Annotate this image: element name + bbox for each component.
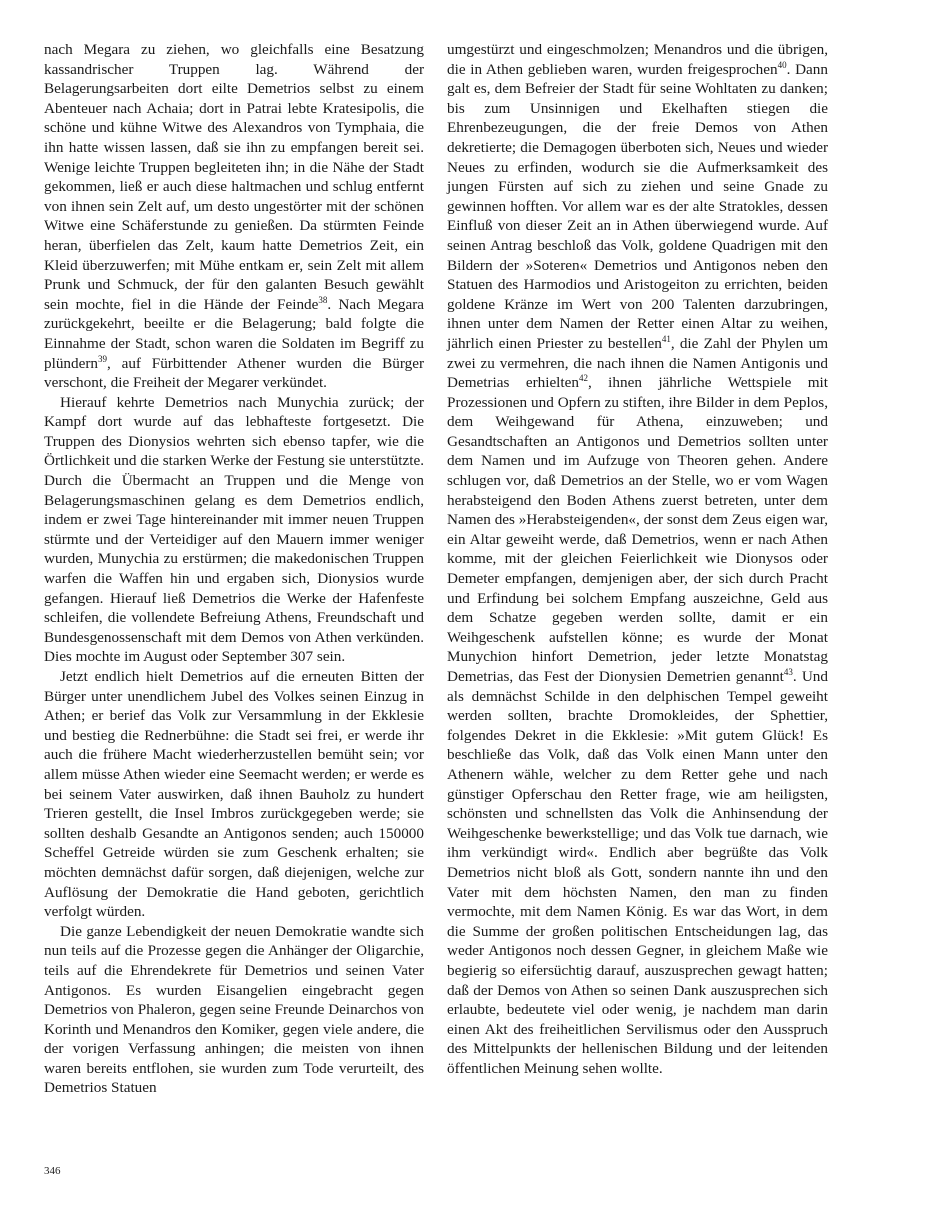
text-run: , die Zahl der Phylen um zwei zu vermehren, die nach ihnen die Namen Antigonis und Demetrias erhielten xyxy=(447,334,829,392)
right-paragraph-1 xyxy=(447,40,828,1078)
footnote-marker-39: 39 xyxy=(98,353,107,364)
left-paragraph-2: Hierauf kehrte Demetrios nach Munychia zurück; der Kampf dort wurde auf das lebhafteste fortgesetzt. Die Truppen des Dionysios wehrten sich ebenso tapfer, wie die Örtlichkeit und die starken Werke der Festung sie unterstützte. Durch die Übermacht an Truppen und die Menge von Belagerungsmaschinen gelang es dem Demetrios endlich, indem er zwei Tage hintereinander mit immer neuen Truppen stürmte und der Verteidiger auf den Mauern immer weniger wurden, Munychia zu erstürmen; die makedonischen Truppen warfen die Waffen hin und ergaben sich, Dionysios wurde gefangen. Hierauf ließ Demetrios die Werke der Hafenfeste schleifen, die vollendete Befreiung Athens, Freundschaft und Bundesgenossenschaft mit dem Demos von Athen verkünden. Dies mochte im August oder September 307 sein. xyxy=(44,393,424,666)
text-run: . Dann galt es, dem Befreier der Stadt für seine Wohltaten zu danken; bis zum Unsinnigen und Ekelhaften stiegen die Ehrenbezeugungen, die der freie Demos von Athen dekretierte; die Demagogen überboten sich, Neues und wieder Neues zu erfinden, wodurch sie die Aufmerksamkeit des jungen Fürsten auf sich zu ziehen und seine Gnade zu gewinnen hofften. Vor allem war es der alte Stratokles, dessen Einfluß von dieser Zeit an in Athen überwiegend wurde. Auf seinen Antrag beschloß das Volk, goldene Quadrigen mit den Bildern der »Soteren« Demetrios und Antigonos neben den Statuen des Harmodios und Aristogeiton zu errichten, beiden goldene Kränze im Wert von 200 Talenten darzubringen, ihnen unter dem Namen der Retter einen Altar zu weihen, jährlich einen Priester zu bestellen xyxy=(447,60,828,352)
text-run: . Und als demnächst Schilde in den delphischen Tempel geweiht werden sollten, brachte Dromokleides, der Sphettier, folgendes Dekret in die Ekklesie: »Mit gutem Glück! Es beschließe das Volk, daß das Volk einen Mann unter den Athenern wähle, welcher zu dem Retter gehe und nach günstiger Opferschau den Retter frage, wie am heiligsten, schönsten und schnellsten das Volk die Anhinsendung der Weihgeschenke bewerkstellige; und das Volk tue darnach, wie ihm verkündigt wird«. Endlich aber begrüßte das Volk Demetrios nicht bloß als Gott, sondern nannte ihn und den Vater mit dem höchsten Namen, den man zu finden vermochte, mit dem Namen König. Es war das Wort, in dem die Summe der großen politischen Entscheidungen lag, das weder Antigonos noch dessen Gegner, in gleichem Maße wie begierig so eifersüchtig darauf, auszusprechen gewagt hatten; daß der Demos von Athen so seinen Dank auszusprechen sich erlaubte, bedeutete viel oder wenig, je nachdem man darin einen Akt des freiheitlichen Servilismus oder den Ausspruch des Mittelpunkts der hellenischen Bildung und der leitenden öffentlichen Meinung sehen wollte. xyxy=(447,668,828,1077)
text-run: . Nach Megara zurückgekehrt, beeilte er die Belagerung; bald folgte die Einnahme der Stadt, schon waren die Soldaten im Begriff zu plündern xyxy=(44,295,425,372)
text-run: umgestürzt und eingeschmolzen; Menandros und die übrigen, die in Athen geblieben waren, wurden freigesprochen xyxy=(447,41,828,78)
footnote-marker-41: 41 xyxy=(661,333,671,344)
left-paragraph-4: Die ganze Lebendigkeit der neuen Demokratie wandte sich nun teils auf die Prozesse gegen die Anhänger der Oligarchie, teils auf die Ehrendekrete für Demetrios und seinen Vater Antigonos. Es wurden Eisangelien eingebracht gegen Demetrios von Phaleron, gegen seine Freunde Deinarchos von Korinth und Menandros den Komiker, gegen viele andere, die der vorigen Verfassung anhingen; die meisten von ihnen waren bereits entflohen, sie wurden zum Tode verurteilt, des Demetrios Statuen xyxy=(44,922,424,1097)
page-number: 346 xyxy=(44,1165,61,1177)
text-run: nach Megara zu ziehen, wo gleichfalls eine Besatzung kassandrischer Truppen lag. Während der Belagerungsarbeiten dort eilte Demetrios selbst zu einem Abenteuer nach Achaia; dort in Patrai lebte Kratesipolis, die schöne und kühne Witwe des Alexandros von Tymphaia, die ihn hatte wissen lassen, daß sie ihn zu empfangen bereit sei. Wenige leichte Truppen begleiteten ihn; in die Nähe der Stadt gekommen, ließ er auch diese haltmachen und schlug entfernt von ihnen sein Zelt auf, um desto ungestörter mit der schönen Witwe eine Schäferstunde zu genießen. Da stürmten Feinde heran, überfielen das Zelt, kaum hatte Demetrios Zeit, ein Kleid überzuwerfen; mit Mühe entkam er, sein Zelt mit allem Prunk und Schmuck, der für den galanten Besuch gewählt sein mochte, fiel in die Hände der Feinde xyxy=(44,41,424,313)
left-paragraph-3: Jetzt endlich hielt Demetrios auf die erneuten Bitten der Bürger unter unendlichem Jubel des Volkes seinen Einzug in Athen; er berief das Volk zur Versammlung in der Ekklesie und bestieg die Rednerbühne: die Stadt sei frei, er werde ihr auch die frühere Macht wiederherzustellen bemüht sein; vor allem müsse Athen wieder eine Seemacht werden; er werde es bei seinem Vater auswirken, daß ihnen Bauholz zu hundert Trieren gestellt, die Insel Imbros zurückgegeben werde; sie sollten deshalb Gesandte an Antigonos senden; auch 150000 Scheffel Getreide würden sie zum Geschenk erhalten; sie möchten demnächst dafür sorgen, daß diejenigen, welche zur Auflösung der Demokratie die Hand geboten, gerichtlich verfolgt würden. xyxy=(44,668,424,921)
footnote-marker-43: 43 xyxy=(783,666,793,677)
footnote-marker-38: 38 xyxy=(318,294,328,305)
text-run: , ihnen jährliche Wettspiele mit Prozessionen und Opfern zu stiften, ihre Bilder in dem Peplos, dem Weihgewand für Athena, einzuweben; und Gesandtschaften an Antigonos und Demetrios sollten unter dem Namen und im Aufzuge von Theoren gehen. Andere schlugen vor, daß Demetrios an der Stelle, wo er vom Wagen herabsteigend den Boden Athens zuerst betreten, unter dem Namen des »Herabsteigenden«, der sonst dem Zeus eigen war, ein Altar geweiht werde, daß Demetrios, wenn er nach Athen komme, mit der gleichen Feierlichkeit wie Dionysos oder Demeter empfangen, demjenigen aber, der sich durch Pracht und Erfindung bei solchem Empfang auszeichne, Geld aus dem Schatze gegeben werden sollte, damit er ein Weihgeschenk aufstellen könne; es wurde der Monat Munychion hinfort Demetrion, jeder letzte Monatstag Demetrias, das Fest der Dionysien Demetrien genannt xyxy=(447,374,828,685)
footnote-marker-40: 40 xyxy=(777,59,787,70)
left-column xyxy=(44,40,424,1098)
footnote-marker-42: 42 xyxy=(578,373,588,384)
right-column xyxy=(447,40,828,1078)
left-paragraph-1 xyxy=(44,40,424,393)
text-run: , auf Fürbittender Athener wurden die Bürger verschont, die Freiheit der Megarer verkündet. xyxy=(44,354,424,392)
